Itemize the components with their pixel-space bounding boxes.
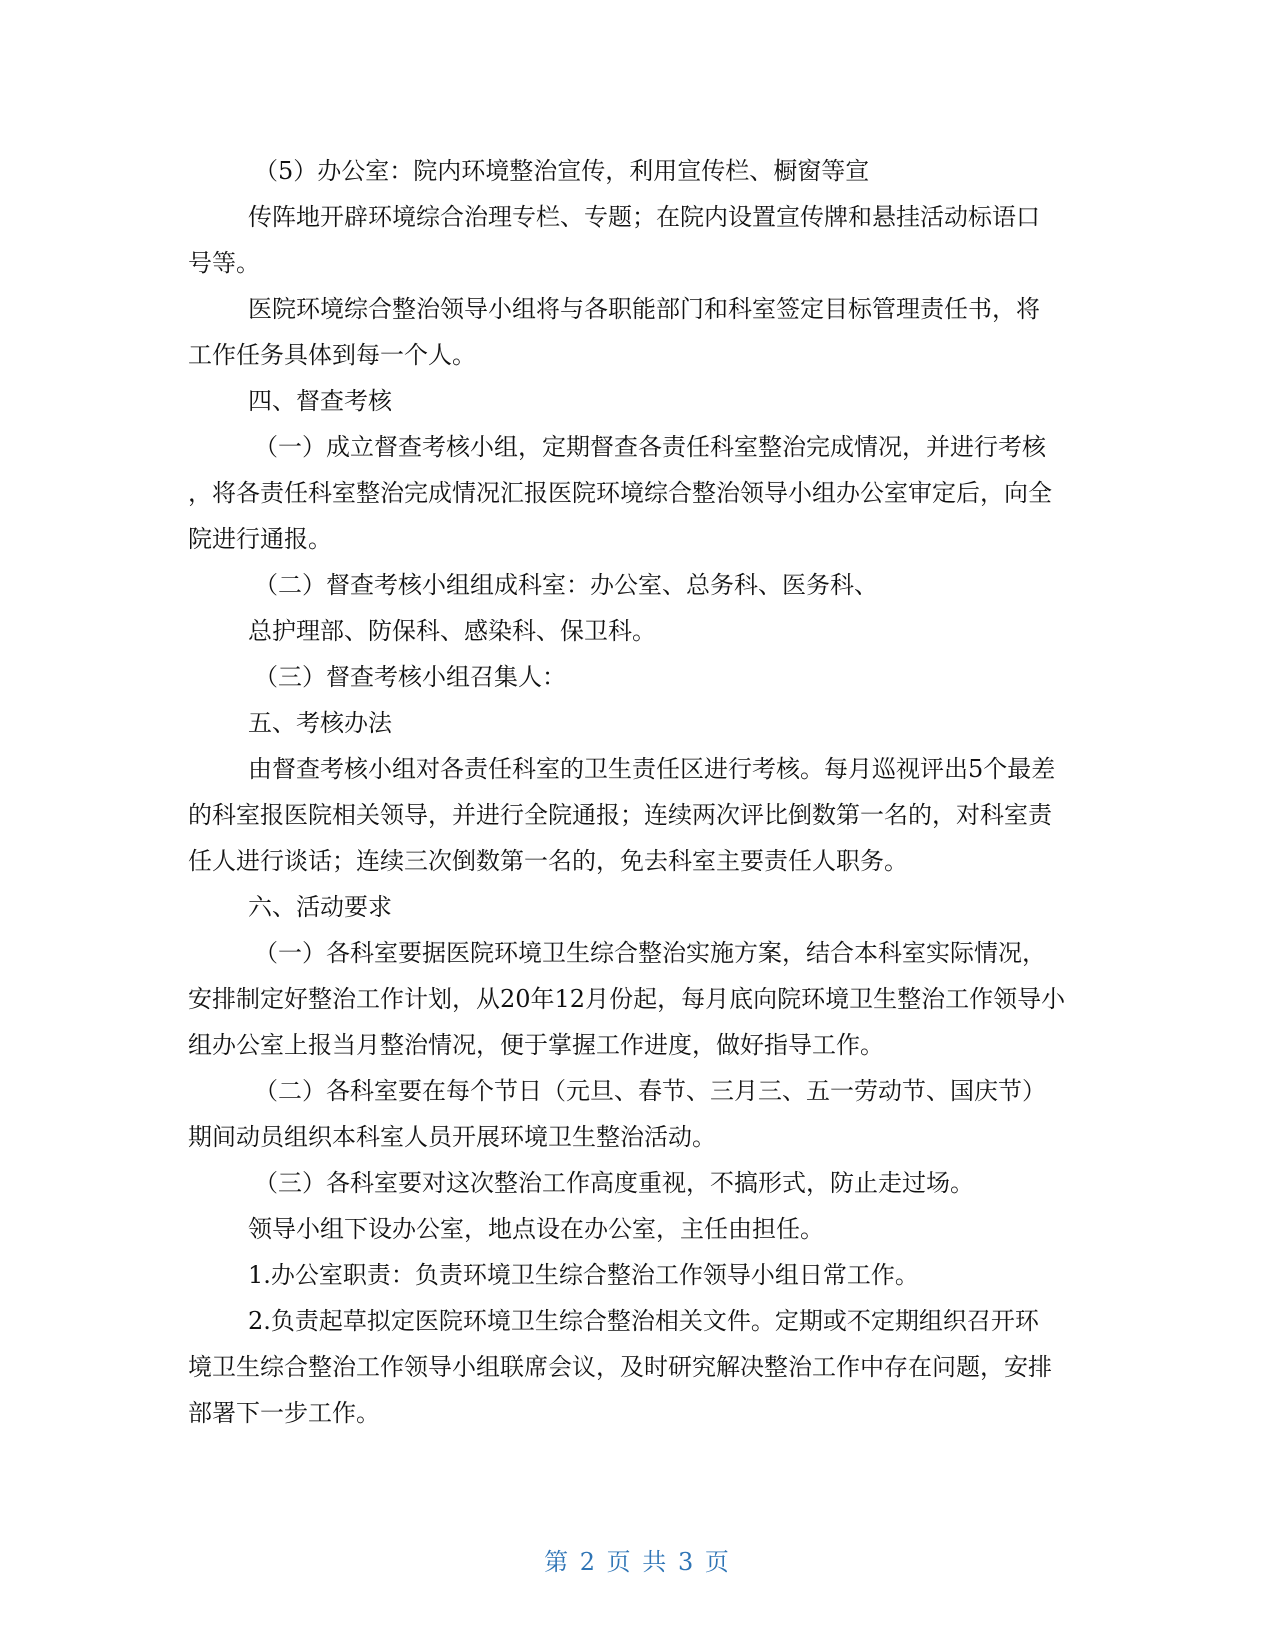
text-line: 组办公室上报当月整治情况，便于掌握工作进度，做好指导工作。 — [188, 1031, 884, 1059]
text-line: 传阵地开辟环境综合治理专栏、专题；在院内设置宣传牌和悬挂活动标语口 — [248, 203, 1040, 231]
text-line: （一）成立督查考核小组，定期督查各责任科室整治完成情况，并进行考核 — [254, 433, 1046, 461]
text-line: （三）各科室要对这次整治工作高度重视，不搞形式，防止走过场。 — [254, 1169, 974, 1197]
text-line: 期间动员组织本科室人员开展环境卫生整治活动。 — [188, 1123, 716, 1151]
text-line: 医院环境综合整治领导小组将与各职能部门和科室签定目标管理责任书，将 — [248, 295, 1040, 323]
text-line: 部署下一步工作。 — [188, 1399, 380, 1427]
document-body — [188, 148, 1080, 1436]
text-line: （二）督查考核小组组成科室：办公室、总务科、医务科、 — [254, 571, 878, 599]
text-line: 六、活动要求 — [248, 893, 392, 921]
text-line: 任人进行谈话；连续三次倒数第一名的，免去科室主要责任人职务。 — [188, 847, 908, 875]
text-line: 1.办公室职责：负责环境卫生综合整治工作领导小组日常工作。 — [248, 1261, 919, 1289]
text-line: （5）办公室：院内环境整治宣传，利用宣传栏、橱窗等宣 — [254, 157, 870, 185]
text-line: 号等。 — [188, 249, 260, 277]
text-line: 境卫生综合整治工作领导小组联席会议，及时研究解决整治工作中存在问题，安排 — [188, 1353, 1052, 1381]
text-line: 五、考核办法 — [248, 709, 392, 737]
text-line: （一）各科室要据医院环境卫生综合整治实施方案，结合本科室实际情况， — [254, 939, 1046, 967]
text-line: 2.负责起草拟定医院环境卫生综合整治相关文件。定期或不定期组织召开环 — [248, 1307, 1039, 1335]
text-line: （三）督查考核小组召集人： — [254, 663, 566, 691]
text-line: 工作任务具体到每一个人。 — [188, 341, 476, 369]
page-footer: 第 2 页 共 3 页 — [544, 1548, 731, 1576]
text-line: 总护理部、防保科、感染科、保卫科。 — [248, 617, 656, 645]
text-line: ，将各责任科室整治完成情况汇报医院环境综合整治领导小组办公室审定后，向全 — [188, 479, 1052, 507]
text-line: 的科室报医院相关领导，并进行全院通报；连续两次评比倒数第一名的，对科室责 — [188, 801, 1052, 829]
text-line: 四、督查考核 — [248, 387, 392, 415]
text-line: （二）各科室要在每个节日（元旦、春节、三月三、五一劳动节、国庆节） — [254, 1077, 1046, 1105]
text-line: 安排制定好整治工作计划，从20年12月份起，每月底向院环境卫生整治工作领导小 — [188, 985, 1066, 1013]
text-line: 院进行通报。 — [188, 525, 332, 553]
text-line: 由督查考核小组对各责任科室的卫生责任区进行考核。每月巡视评出5个最差 — [248, 755, 1056, 783]
text-line: 领导小组下设办公室，地点设在办公室，主任由担任。 — [248, 1215, 824, 1243]
